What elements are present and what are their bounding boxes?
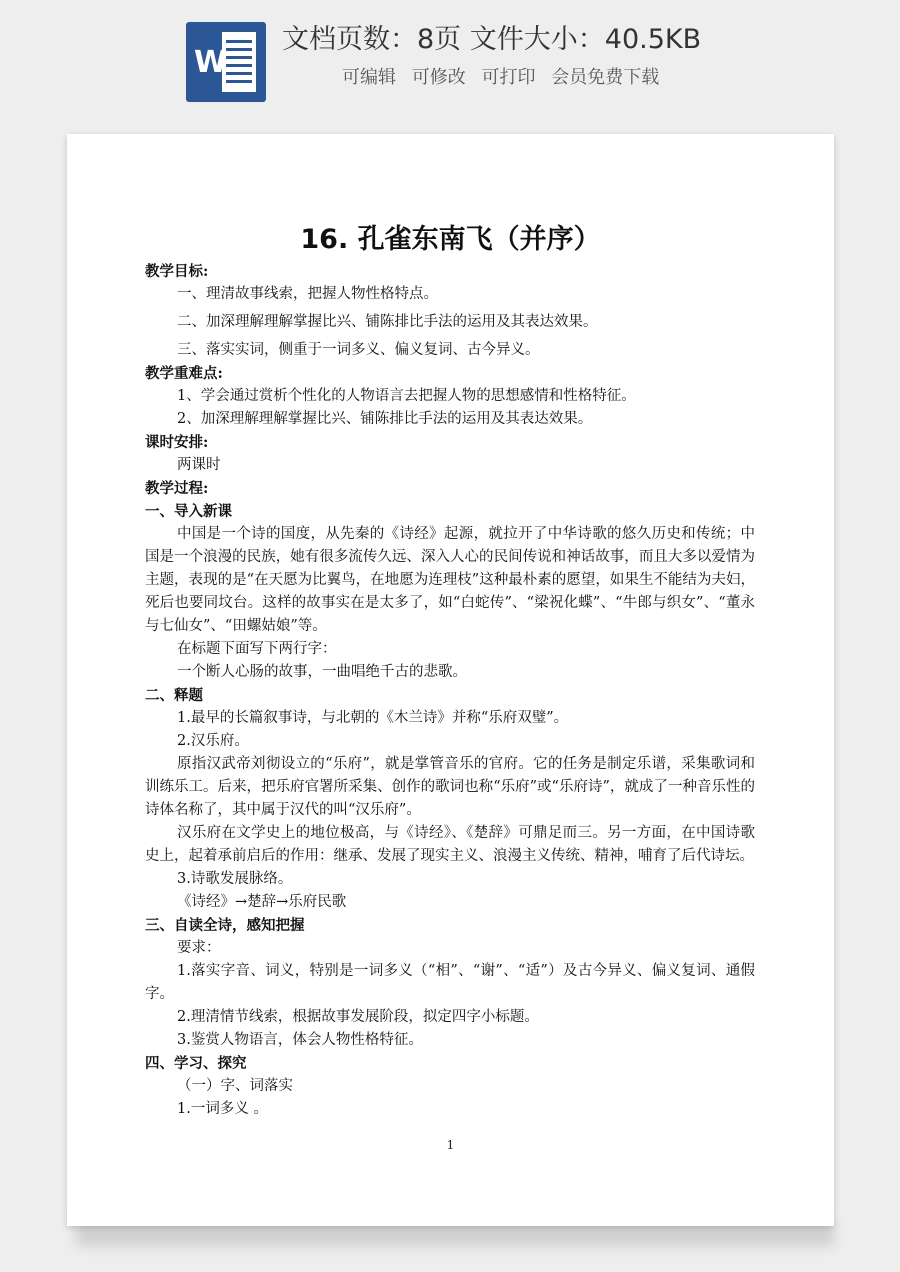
feature-modifiable: 可修改 xyxy=(411,67,466,88)
poetry-flow: 《诗经》→楚辞→乐府民歌 xyxy=(177,894,347,910)
section-heading: 二、释题 xyxy=(145,687,203,704)
list-item: 2.理清情节线索，根据故事发展阶段，拟定四字小标题。 xyxy=(177,1009,539,1025)
list-item: 1.一词多义 。 xyxy=(177,1101,268,1117)
key-points-heading: 教学重难点: xyxy=(145,365,223,382)
subsection-heading: （一）字、词落实 xyxy=(177,1078,293,1094)
header xyxy=(0,0,900,120)
list-item: 2.汉乐府。 xyxy=(177,733,249,749)
feature-editable: 可编辑 xyxy=(342,67,396,88)
section-heading: 四、学习、探究 xyxy=(145,1055,247,1072)
file-info-title: 文档页数：8页 文件大小：40.5KB xyxy=(282,24,702,55)
paragraph: 在标题下面写下两行字： xyxy=(177,641,337,657)
goals-heading: 教学目标: xyxy=(145,263,209,280)
goal-item: 三、落实实词，侧重于一词多义、偏义复词、古今异义。 xyxy=(177,342,540,358)
feature-member-download: 会员免费下载 xyxy=(551,67,660,88)
key-point-item: 2、加深理解理解掌握比兴、铺陈排比手法的运用及其表达效果。 xyxy=(177,411,593,427)
goal-item: 一、理清故事线索，把握人物性格特点。 xyxy=(177,286,438,302)
feature-printable: 可打印 xyxy=(481,67,536,88)
section-heading: 一、导入新课 xyxy=(145,503,232,520)
paragraph: 汉乐府在文学史上的地位极高，与《诗经》、《楚辞》可鼎足而三。另一方面，在中国诗歌史上，起着承前启后的作用：继承、发展了现实主义、浪漫主义传统、精神，哺育了后代诗坛。 xyxy=(145,825,755,864)
feature-list xyxy=(342,64,842,92)
section-heading: 三、自读全诗，感知把握 xyxy=(145,917,305,934)
schedule-text: 两课时 xyxy=(177,457,221,473)
word-document-icon xyxy=(186,22,266,102)
list-item: 3.鉴赏人物语言，体会人物性格特征。 xyxy=(177,1032,423,1048)
key-point-item: 1、学会通过赏析个性化的人物语言去把握人物的思想感情和性格特征。 xyxy=(177,388,636,404)
document-body xyxy=(145,260,755,1121)
list-item: 1.落实字音、词义，特别是一词多义（“相”、“谢”、“适”）及古今异义、偏义复词、通假字。 xyxy=(145,963,755,1002)
paragraph: 要求： xyxy=(177,940,221,956)
list-item: 3.诗歌发展脉络。 xyxy=(177,871,293,887)
paragraph: 一个断人心肠的故事，一曲唱绝千古的悲歌。 xyxy=(177,664,467,680)
process-heading: 教学过程: xyxy=(145,480,209,497)
schedule-heading: 课时安排: xyxy=(145,434,209,451)
document-title: 16. 孔雀东南飞（并序） xyxy=(300,224,601,255)
page-number: 1 xyxy=(446,1138,455,1152)
list-item: 1.最早的长篇叙事诗，与北朝的《木兰诗》并称“乐府双璧”。 xyxy=(177,710,569,726)
document-page xyxy=(67,134,834,1226)
goal-item: 二、加深理解理解掌握比兴、铺陈排比手法的运用及其表达效果。 xyxy=(177,314,598,330)
paragraph: 原指汉武帝刘彻设立的“乐府”，就是掌管音乐的官府。它的任务是制定乐谱，采集歌词和训练乐工。后来，把乐府官署所采集、创作的歌词也称“乐府”或“乐府诗”，就成了一种音乐性的诗体名称了，其中属于汉代的叫“汉乐府”。 xyxy=(145,756,755,818)
paragraph: 中国是一个诗的国度，从先秦的《诗经》起源，就拉开了中华诗歌的悠久历史和传统；中国是一个浪漫的民族，她有很多流传久远、深入人心的民间传说和神话故事，而且大多以爱情为主题，表现的是“在天愿为比翼鸟，在地愿为连理枝”这种最朴素的愿望，如果生不能结为夫妇，死后也要同坟台。这样的故事实在是太多了，如“白蛇传”、“梁祝化蝶”、“牛郎与织女”、“董永与七仙女”、“田螺姑娘”等。 xyxy=(145,526,755,634)
icon-letter: W xyxy=(194,45,228,80)
